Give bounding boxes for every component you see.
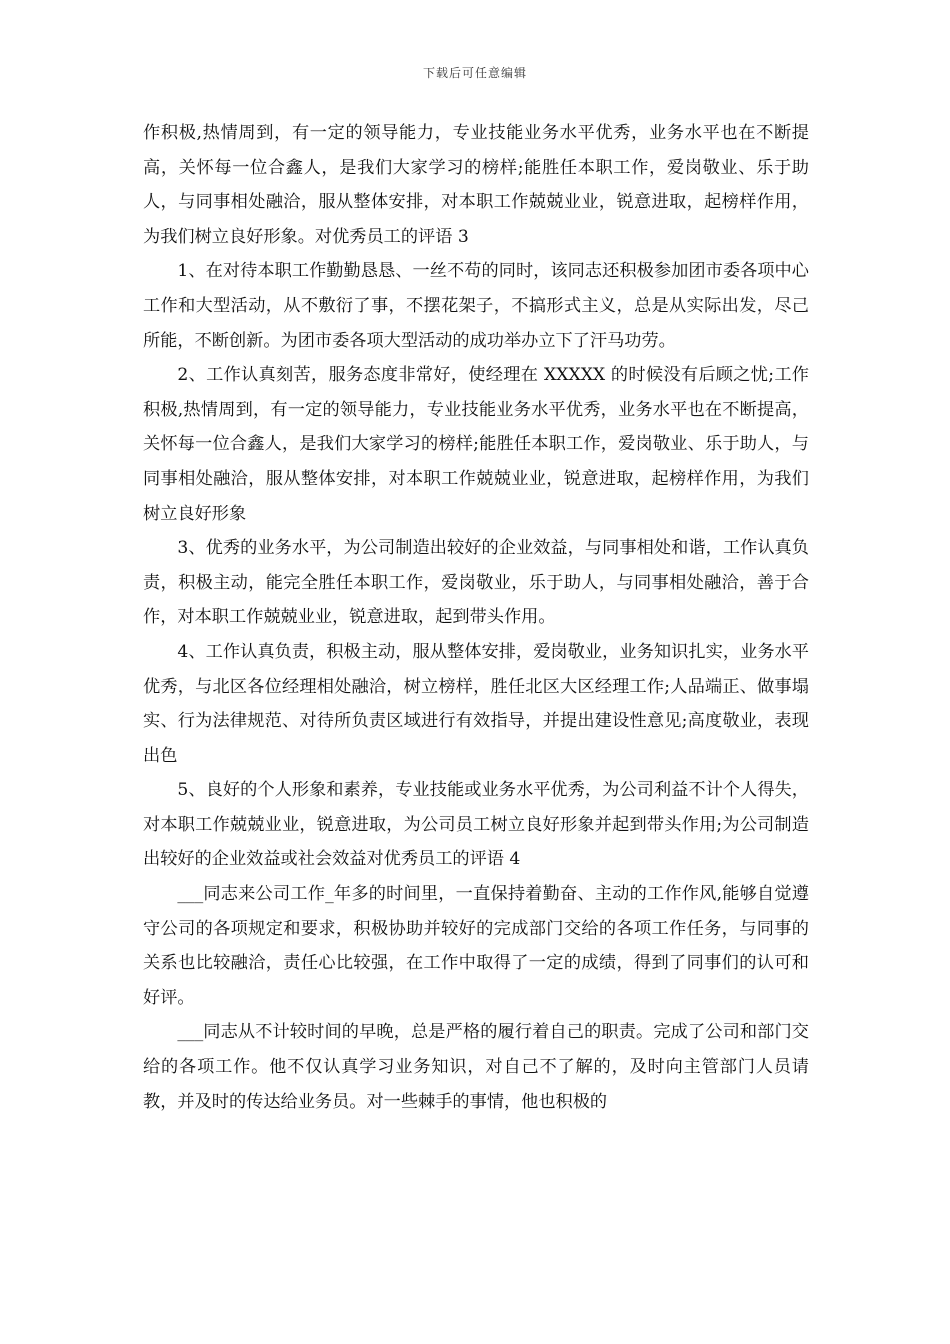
paragraph-evaluation-b: ___同志从不计较时间的早晚，总是严格的履行着自己的职责。完成了公司和部门交给的各项工作。他不仅认真学习业务知识，对自己不了解的，及时向主管部门人员请教，并及时的传达给业务员。对一些棘手的事情，他也积极的 xyxy=(143,1022,809,1112)
paragraph-item-4: 4、工作认真负责，积极主动，服从整体安排，爱岗敬业，业务知识扎实，业务水平优秀，与北区各位经理相处融洽，树立榜样，胜任北区大区经理工作;人品端正、做事塌实、行为法律规范、对待所负责区域进行有效指导，并提出建设性意见;高度敬业，表现出色 xyxy=(143,641,809,766)
paragraph-item-2: 2、工作认真刻苦，服务态度非常好，使经理在 XXXXX 的时候没有后顾之忧;工作积极,热情周到，有一定的领导能力，专业技能业务水平优秀，业务水平也在不断提高，关怀每一位合鑫人，是我们大家学习的榜样;能胜任本职工作，爱岗敬业、乐于助人，与同事相处融洽，服从整体安排，对本职工作兢兢业业，锐意进取，起榜样作用，为我们树立良好形象 xyxy=(143,365,809,524)
paragraph-item-3: 3、优秀的业务水平，为公司制造出较好的企业效益，与同事相处和谐，工作认真负责，积极主动，能完全胜任本职工作，爱岗敬业，乐于助人，与同事相处融洽，善于合作，对本职工作兢兢业业，锐意进取，起到带头作用。 xyxy=(143,538,809,628)
paragraph-continued: 作积极,热情周到，有一定的领导能力，专业技能业务水平优秀，业务水平也在不断提高，关怀每一位合鑫人，是我们大家学习的榜样;能胜任本职工作，爱岗敬业、乐于助人，与同事相处融洽，服从整体安排，对本职工作兢兢业业，锐意进取，起榜样作用，为我们树立良好形象。对优秀员工的评语 3 xyxy=(143,123,809,247)
paragraph-item-1: 1、在对待本职工作勤勤恳恳、一丝不苟的同时，该同志还积极参加团市委各项中心工作和大型活动，从不敷衍了事，不摆花架子，不搞形式主义，总是从实际出发，尽己所能，不断创新。为团市委各项大型活动的成功举办立下了汗马功劳。 xyxy=(143,261,809,351)
page-header: 下载后可任意编辑 xyxy=(422,66,527,80)
document-body xyxy=(143,116,809,1119)
paragraph-evaluation-a: ___同志来公司工作_年多的时间里，一直保持着勤奋、主动的工作作风,能够自觉遵守公司的各项规定和要求，积极协助并较好的完成部门交给的各项工作任务，与同事的关系也比较融洽，责任心比较强，在工作中取得了一定的成绩，得到了同事们的认可和好评。 xyxy=(143,884,809,1008)
paragraph-item-5: 5、良好的个人形象和素养，专业技能或业务水平优秀，为公司利益不计个人得失，对本职工作兢兢业业，锐意进取，为公司员工树立良好形象并起到带头作用;为公司制造出较好的企业效益或社会效益对优秀员工的评语 4 xyxy=(143,780,809,870)
